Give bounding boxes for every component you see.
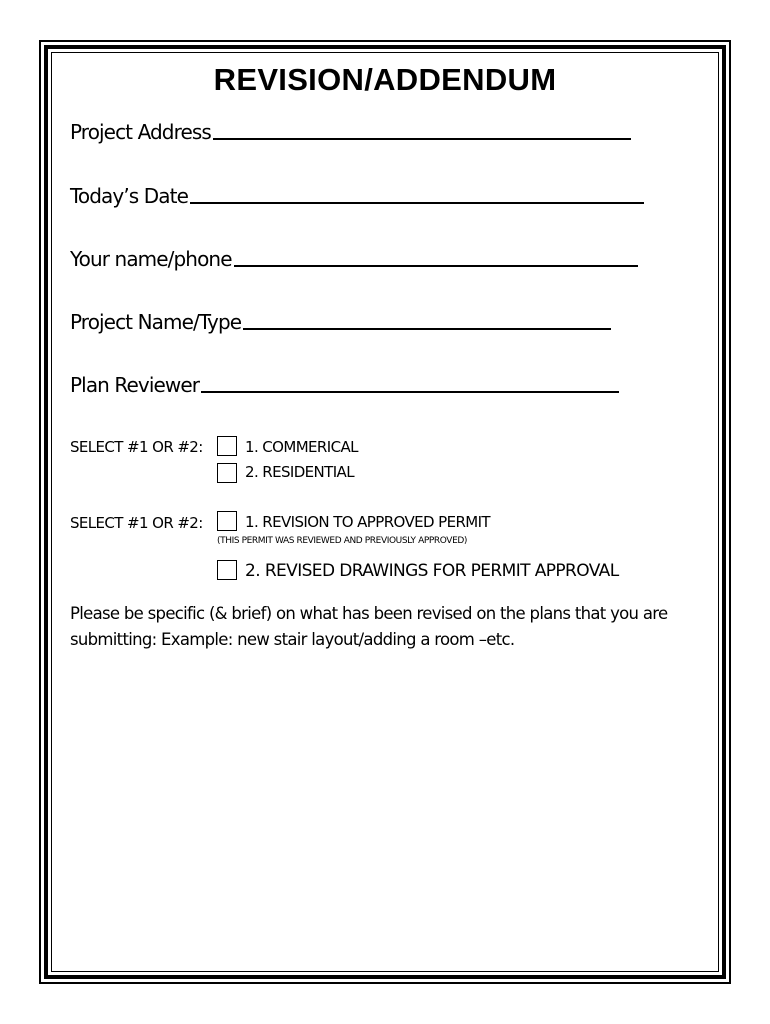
revised-drawings-checkbox[interactable] xyxy=(217,560,237,580)
your-name-phone-label: Your name/phone xyxy=(70,247,232,271)
your-name-phone-field xyxy=(70,247,638,271)
residential-checkbox[interactable] xyxy=(217,463,237,483)
plan-reviewer-label: Plan Reviewer xyxy=(70,373,200,397)
todays-date-input-line[interactable] xyxy=(190,202,644,204)
revision-approved-permit-label: 1. REVISION TO APPROVED PERMIT xyxy=(245,513,490,531)
select1-prompt: SELECT #1 OR #2: xyxy=(70,438,203,456)
todays-date-label: Today’s Date xyxy=(70,184,188,208)
project-name-type-input-line[interactable] xyxy=(243,328,611,330)
plan-reviewer-input-line[interactable] xyxy=(201,391,619,393)
project-address-label: Project Address xyxy=(70,120,211,144)
revision-description-area[interactable] xyxy=(66,660,696,960)
revised-drawings-label: 2. REVISED DRAWINGS FOR PERMIT APPROVAL xyxy=(245,561,619,581)
todays-date-field xyxy=(70,184,644,208)
revision-approved-permit-checkbox[interactable] xyxy=(217,511,237,531)
project-name-type-field xyxy=(70,310,611,334)
revision-instructions: Please be specific (& brief) on what has been revised on the plans that you are submitting: Example: new stair layout/adding a room –etc. xyxy=(70,604,668,649)
residential-option-label: 2. RESIDENTIAL xyxy=(245,463,354,481)
plan-reviewer-field xyxy=(70,373,619,397)
revision-approved-permit-note: (THIS PERMIT WAS REVIEWED AND PREVIOUSLY APPROVED) xyxy=(217,536,467,546)
select2-prompt: SELECT #1 OR #2: xyxy=(70,514,203,532)
commercial-option-label: 1. COMMERICAL xyxy=(245,438,358,456)
your-name-phone-input-line[interactable] xyxy=(234,265,638,267)
project-address-field xyxy=(70,120,631,144)
form-title: REVISION/ADDENDUM xyxy=(213,62,557,97)
project-address-input-line[interactable] xyxy=(213,138,631,140)
commercial-checkbox[interactable] xyxy=(217,436,237,456)
project-name-type-label: Project Name/Type xyxy=(70,310,242,334)
